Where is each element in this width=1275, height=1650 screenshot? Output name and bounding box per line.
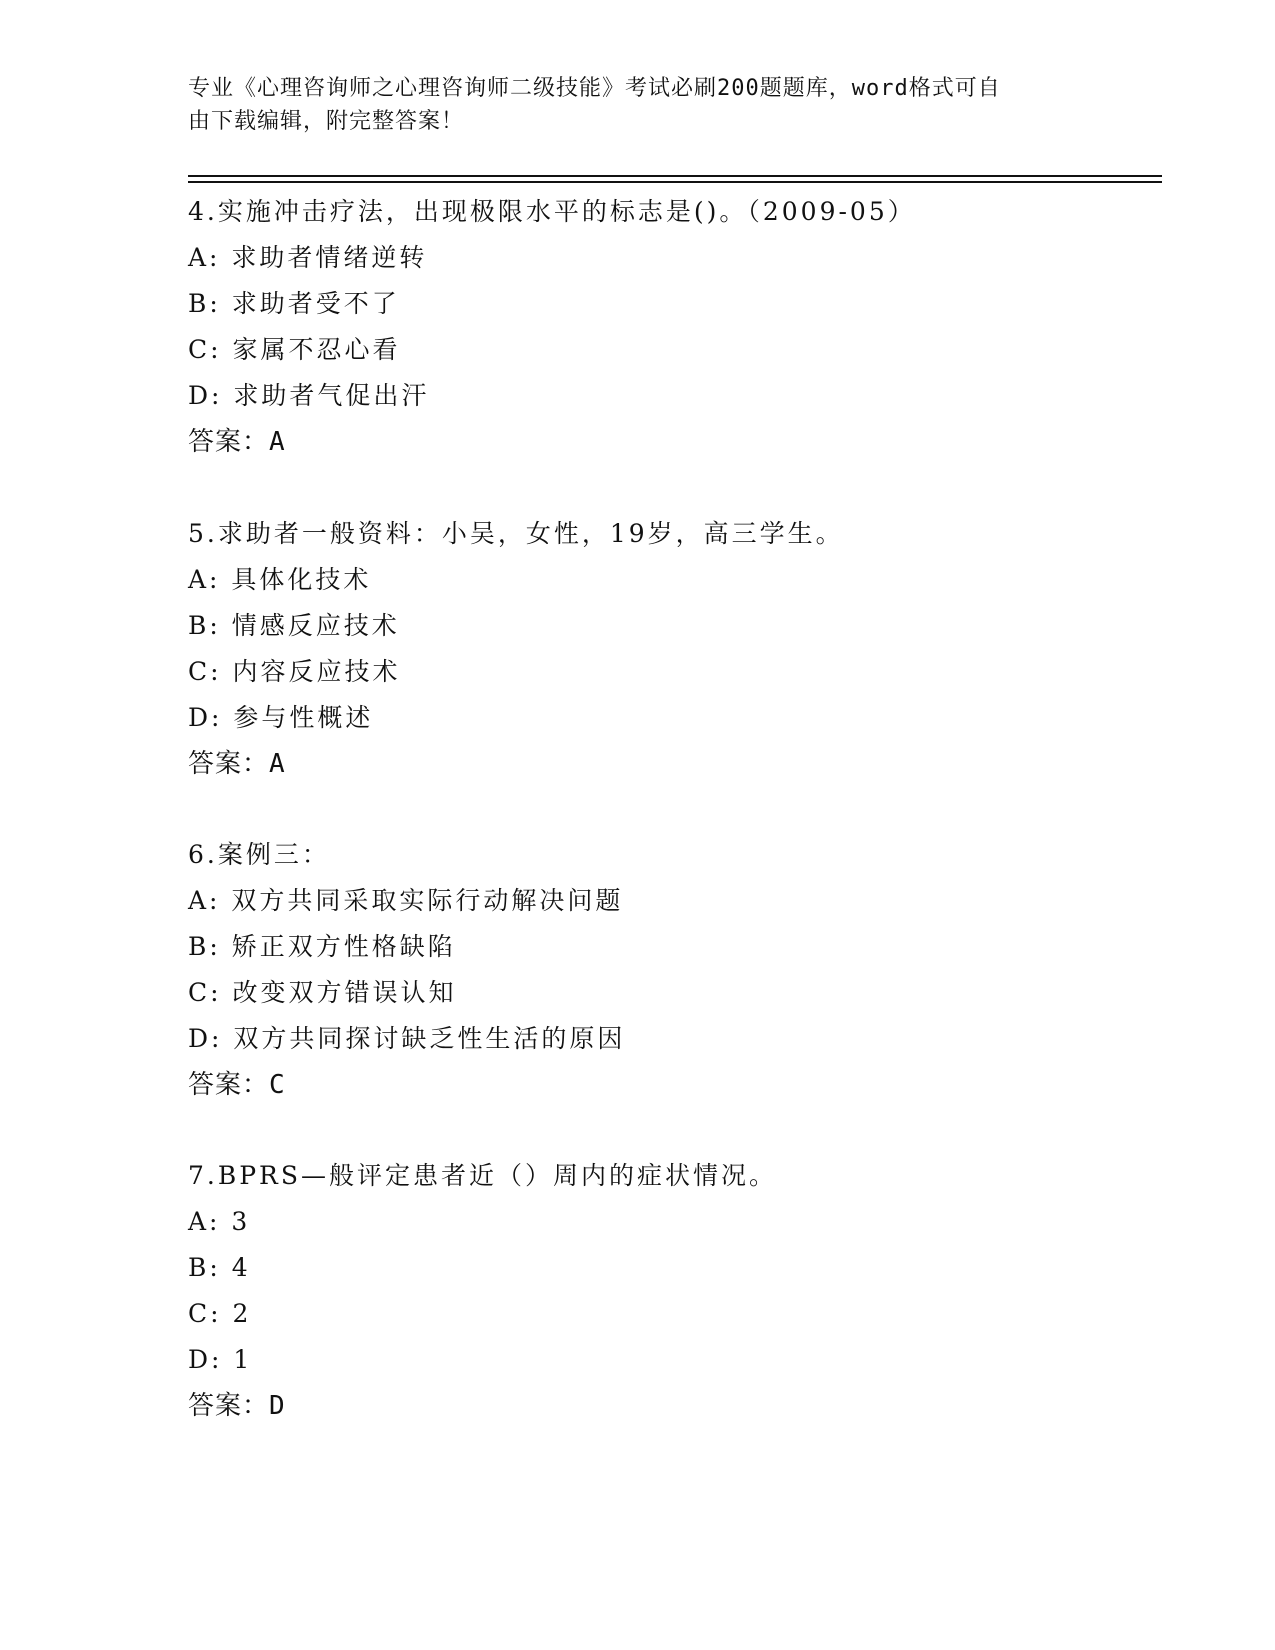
answer-label: 答案：D [188,1391,286,1421]
option-a: A: 双方共同采取实际行动解决问题 [188,886,624,915]
option-c: C: 内容反应技术 [188,657,401,686]
answer-label: 答案：C [188,1070,286,1100]
option-d: D: 求助者气促出汗 [188,381,430,410]
question-6 [188,832,1148,1108]
header-intro-line-1: 专业《心理咨询师之心理咨询师二级技能》考试必刷200题题库，word格式可自 [188,76,1001,101]
option-b: B: 4 [188,1253,251,1282]
option-d: D: 1 [188,1345,253,1374]
option-b: B: 矫正双方性格缺陷 [188,932,456,961]
answer-label: 答案：A [188,427,286,457]
option-b: B: 求助者受不了 [188,289,400,318]
question-4 [188,189,1148,465]
option-d: D: 参与性概述 [188,703,374,732]
question-stem: 5.求助者一般资料：小吴，女性，19岁，高三学生。 [188,519,844,548]
answer-label: 答案：A [188,749,286,779]
question-5 [188,511,1148,787]
option-a: A: 求助者情绪逆转 [188,243,428,272]
header-intro-line-2: 由下载编辑，附完整答案！ [188,109,465,134]
question-7 [188,1153,1148,1429]
question-stem: 4.实施冲击疗法，出现极限水平的标志是()。（2009-05） [188,197,916,226]
option-a: A: 具体化技术 [188,565,372,594]
question-stem: 7.BPRS—般评定患者近（）周内的症状情况。 [188,1161,777,1190]
question-stem: 6.案例三： [188,840,330,869]
option-c: C: 改变双方错误认知 [188,978,457,1007]
option-b: B: 情感反应技术 [188,611,400,640]
header-divider-top [188,175,1162,177]
option-c: C: 2 [188,1299,252,1328]
option-a: A: 3 [188,1207,251,1236]
option-d: D: 双方共同探讨缺乏性生活的原因 [188,1024,626,1053]
document-header [188,72,1068,138]
option-c: C: 家属不忍心看 [188,335,401,364]
header-divider-bottom [188,181,1162,183]
